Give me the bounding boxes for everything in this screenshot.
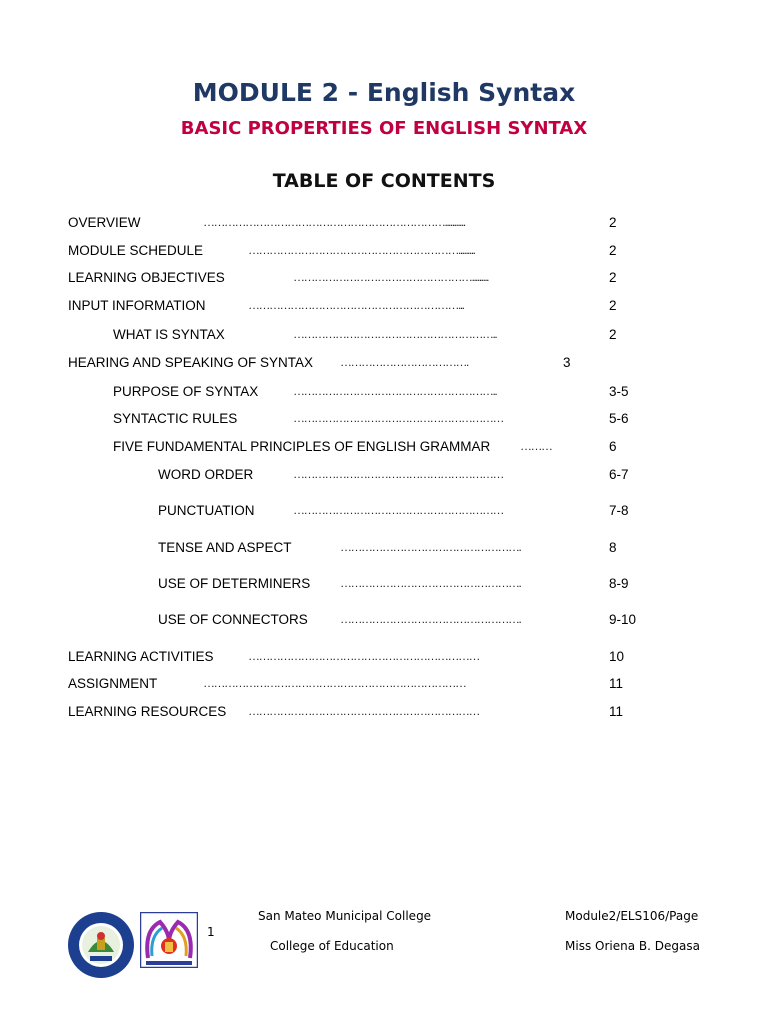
toc-entry: [0, 384, 768, 402]
college-seal-logo: [66, 910, 136, 980]
toc-entry-page-number: 8: [609, 540, 617, 555]
toc-entry-label: USE OF CONNECTORS: [158, 612, 308, 627]
toc-entry-label: USE OF DETERMINERS: [158, 576, 311, 591]
module-title: MODULE 2 - English Syntax: [192, 78, 576, 107]
toc-entry-leader-dots: ……………………………………………………: [293, 467, 503, 481]
toc-entry-page-number: 11: [609, 676, 624, 691]
toc-entry-page-number: 2: [609, 215, 617, 230]
toc-entry-leader-dots: …………………………………………………………………: [203, 676, 466, 690]
college-of-education-logo: [140, 912, 198, 968]
toc-entry-label: PUNCTUATION: [158, 503, 255, 518]
toc-entry-leader-dots: …………………………………………………………: [248, 704, 479, 718]
toc-entry-leader-dots: ……………………………….: [340, 355, 468, 369]
toc-entry: [0, 704, 768, 722]
toc-entry-page-number: 6-7: [609, 467, 629, 482]
toc-entry-page-number: 2: [609, 327, 617, 342]
toc-entry-leader-dots: …………………………………………………..: [293, 327, 497, 341]
toc-entry: [0, 540, 768, 558]
toc-entry-leader-dots: …………………………………………….: [340, 612, 521, 626]
toc-entry-label: SYNTACTIC RULES: [113, 411, 238, 426]
toc-entry-page-number: 10: [609, 649, 625, 664]
toc-entry: [0, 327, 768, 345]
toc-entry: [0, 612, 768, 630]
toc-entry: [0, 298, 768, 316]
toc-entry-label: WORD ORDER: [158, 467, 254, 482]
toc-entry-page-number: 7-8: [609, 503, 629, 518]
footer-department: College of Education: [270, 939, 394, 953]
footer-author: Miss Oriena B. Degasa: [565, 939, 700, 953]
toc-entry-page-number: 3: [563, 355, 571, 370]
toc-entry-leader-dots: …………………………………………….........: [293, 270, 489, 284]
toc-entry-page-number: 6: [609, 439, 617, 454]
toc-entry-page-number: 3-5: [609, 384, 629, 399]
footer-page-number: 1: [207, 925, 215, 939]
footer-college-name: San Mateo Municipal College: [258, 909, 432, 923]
toc-entry: [0, 649, 768, 667]
toc-entry: [0, 503, 768, 521]
toc-entry-page-number: 11: [609, 704, 624, 719]
toc-entry: [0, 411, 768, 429]
toc-entry-leader-dots: ……………………………………………………: [293, 503, 503, 517]
toc-entry: [0, 576, 768, 594]
toc-entry: [0, 439, 768, 457]
toc-entry-leader-dots: ……………………………………………………...: [248, 298, 464, 312]
toc-entry: [0, 243, 768, 261]
toc-entry-leader-dots: …………………………………………….: [340, 576, 521, 590]
toc-entry-leader-dots: …………………………………………………..: [293, 384, 497, 398]
toc-entry-leader-dots: ……………………………………………………………...........: [203, 215, 465, 229]
toc-entry-page-number: 2: [609, 243, 617, 258]
toc-entry-label: LEARNING OBJECTIVES: [68, 270, 225, 285]
toc-entry-label: INPUT INFORMATION: [68, 298, 206, 313]
toc-entry-label: WHAT IS SYNTAX: [113, 327, 225, 342]
toc-entry-label: MODULE SCHEDULE: [68, 243, 204, 258]
toc-entry-leader-dots: …………………………………………….: [340, 540, 521, 554]
toc-entry-page-number: 8-9: [609, 576, 629, 591]
toc-entry: [0, 215, 768, 233]
toc-entry-label: LEARNING ACTIVITIES: [68, 649, 214, 664]
toc-entry: [0, 676, 768, 694]
toc-entry-label: PURPOSE OF SYNTAX: [113, 384, 259, 399]
toc-entry-page-number: 5-6: [609, 411, 629, 426]
toc-entry: [0, 355, 768, 373]
toc-entry-page-number: 2: [609, 270, 617, 285]
toc-entry-label: HEARING AND SPEAKING OF SYNTAX: [68, 355, 314, 370]
toc-entry-page-number: 2: [609, 298, 617, 313]
toc-entry-label: LEARNING RESOURCES: [68, 704, 227, 719]
toc-entry-leader-dots: ……………………………………………………: [293, 411, 503, 425]
module-subtitle: BASIC PROPERTIES OF ENGLISH SYNTAX: [180, 118, 588, 139]
toc-heading: TABLE OF CONTENTS: [272, 170, 496, 192]
footer-page-reference: Module2/ELS106/Page: [565, 909, 699, 923]
toc-entry-label: FIVE FUNDAMENTAL PRINCIPLES OF ENGLISH GRAMMAR: [113, 439, 491, 454]
toc-entry-leader-dots: …………………………………………………….........: [248, 243, 475, 257]
toc-entry-leader-dots: …………………………………………………………: [248, 649, 479, 663]
toc-entry-label: OVERVIEW: [68, 215, 141, 230]
toc-entry-label: TENSE AND ASPECT: [158, 540, 292, 555]
toc-entry-page-number: 9-10: [609, 612, 637, 627]
toc-entry: [0, 270, 768, 288]
toc-entry: [0, 467, 768, 485]
toc-entry-label: ASSIGNMENT: [68, 676, 158, 691]
toc-entry-leader-dots: ………: [520, 439, 552, 453]
